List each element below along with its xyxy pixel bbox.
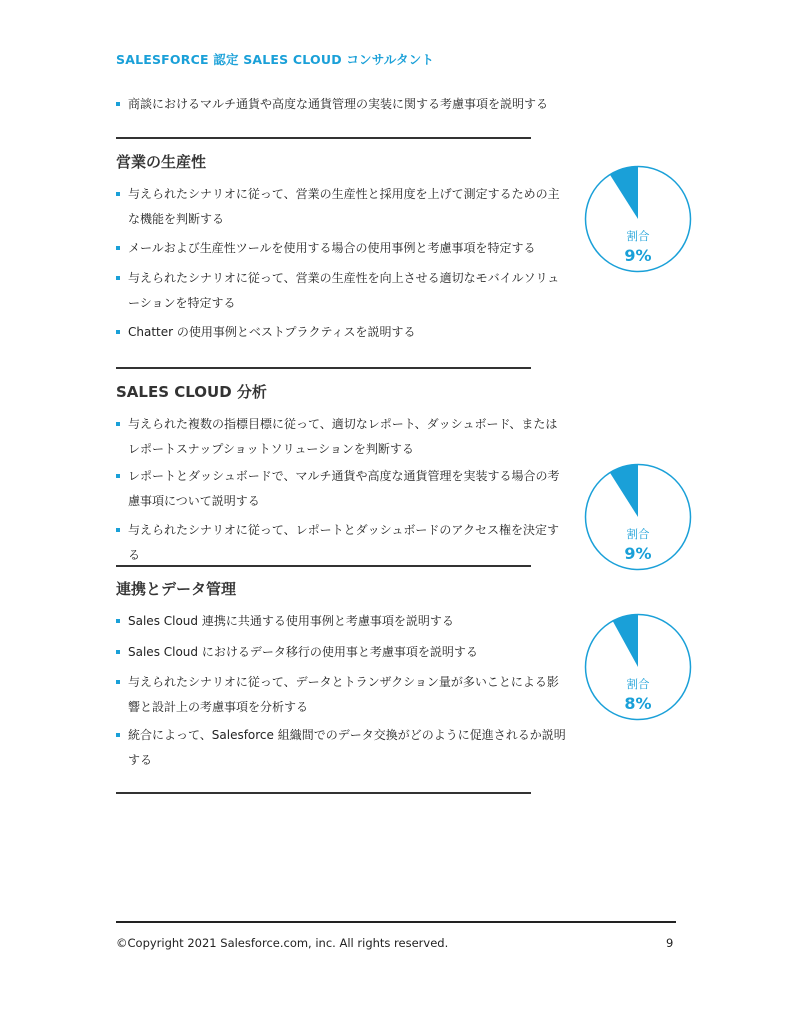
bullet-square-icon	[116, 474, 120, 478]
section-title: SALES CLOUD 分析	[116, 383, 267, 401]
weight-pie	[583, 612, 693, 722]
list-item: 与えられた複数の指標目標に従って、適切なレポート、ダッシュボード、またはレポートスナップショットソリューションを判断する	[116, 412, 566, 462]
bullet-square-icon	[116, 733, 120, 737]
weight-pie	[583, 164, 693, 274]
bullet-square-icon	[116, 246, 120, 250]
list-item: 与えられたシナリオに従って、レポートとダッシュボードのアクセス権を決定する	[116, 518, 566, 568]
weight-label: 割合	[626, 527, 650, 541]
weight-value: 9%	[624, 246, 652, 265]
document-header-title: SALESFORCE 認定 SALES CLOUD コンサルタント	[116, 52, 435, 67]
section-title: 連携とデータ管理	[116, 580, 237, 598]
footer-divider	[116, 921, 676, 923]
bullet-square-icon	[116, 680, 120, 684]
list-item: 商談におけるマルチ通貨や高度な通貨管理の実装に関する考慮事項を説明する	[116, 92, 566, 117]
weight-label: 割合	[626, 677, 650, 691]
list-item: 与えられたシナリオに従って、データとトランザクション量が多いことによる影響と設計上の考慮事項を分析する	[116, 670, 566, 720]
bullet-square-icon	[116, 276, 120, 280]
section-title: 営業の生産性	[116, 153, 207, 171]
list-item: メールおよび生産性ツールを使用する場合の使用事例と考慮事項を特定する	[116, 236, 566, 261]
bullet-square-icon	[116, 192, 120, 196]
weight-pie	[583, 462, 693, 572]
footer-copyright: ©Copyright 2021 Salesforce.com, inc. All rights reserved.	[116, 936, 449, 950]
list-item: 与えられたシナリオに従って、営業の生産性と採用度を上げて測定するための主な機能を判断する	[116, 182, 566, 232]
section-divider	[116, 792, 531, 794]
list-item: Sales Cloud におけるデータ移行の使用事と考慮事項を説明する	[116, 640, 566, 665]
weight-label: 割合	[626, 229, 650, 243]
list-item: 与えられたシナリオに従って、営業の生産性を向上させる適切なモバイルソリューションを特定する	[116, 266, 566, 316]
list-item: Sales Cloud 連携に共通する使用事例と考慮事項を説明する	[116, 609, 566, 634]
list-item: レポートとダッシュボードで、マルチ通貨や高度な通貨管理を実装する場合の考慮事項について説明する	[116, 464, 566, 514]
page-number: 9	[666, 936, 674, 950]
section-divider	[116, 137, 531, 139]
bullet-square-icon	[116, 422, 120, 426]
list-item: 統合によって、Salesforce 組織間でのデータ交換がどのように促進されるか説明する	[116, 723, 566, 773]
bullet-square-icon	[116, 102, 120, 106]
bullet-square-icon	[116, 650, 120, 654]
section-divider	[116, 565, 531, 567]
bullet-square-icon	[116, 330, 120, 334]
section-divider	[116, 367, 531, 369]
weight-value: 8%	[624, 694, 652, 713]
weight-value: 9%	[624, 544, 652, 563]
bullet-square-icon	[116, 528, 120, 532]
list-item: Chatter の使用事例とベストプラクティスを説明する	[116, 320, 566, 345]
bullet-square-icon	[116, 619, 120, 623]
